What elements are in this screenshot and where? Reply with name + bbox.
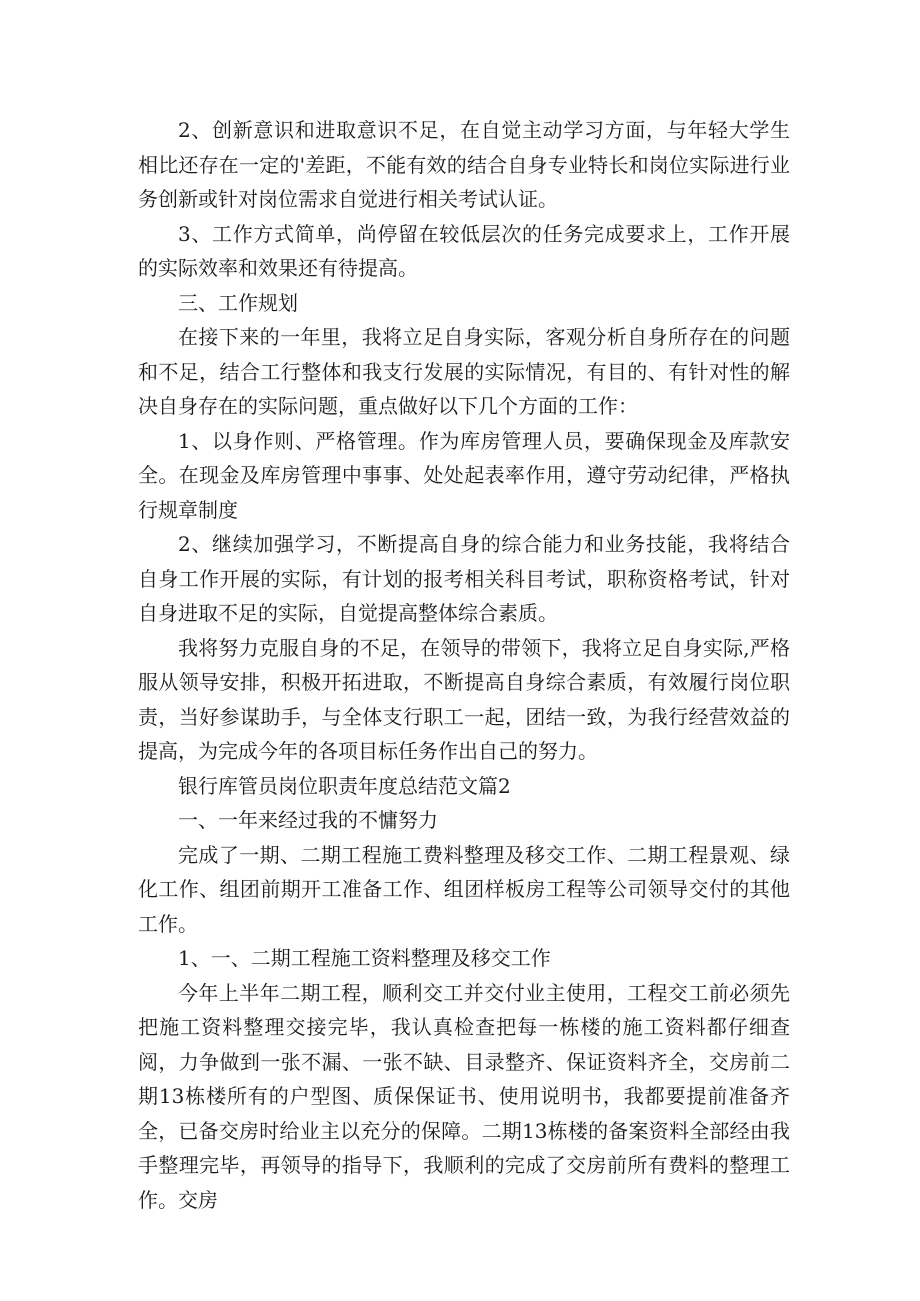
section-heading-year-effort: 一、一年来经过我的不慵努力 <box>178 808 438 832</box>
paragraph-plan-intro: 在接下来的一年里，我将立足自身实际，客观分析自身所存在的问题和不足，结合工行整体和我支行发展的实际情况，有目的、有针对性的解决自身存在的实际问题，重点做好以下几个方面的工作： <box>138 325 790 418</box>
section-heading-work-plan: 三、工作规划 <box>178 290 298 315</box>
paragraph-work-method-weakness: 3、工作方式简单，尚停留在较低层次的任务完成要求上，工作开展的实际效率和效果还有待提高。 <box>138 221 790 280</box>
paragraph-plan-item-1: 1、以身作则、严格管理。作为库房管理人员，要确保现金及库款安全。在现金及库房管理中事事、处处起表率作用，遵守劳动纪律，严格执行规章制度 <box>138 428 790 522</box>
document-body <box>138 113 790 1217</box>
paragraph-completed-work: 完成了一期、二期工程施工费料整理及移交工作、二期工程景观、绿化工作、组团前期开工准备工作、组团样板房工程等公司领导交付的其他工作。 <box>138 842 790 936</box>
paragraph-plan-item-2: 2、继续加强学习，不断提高自身的综合能力和业务技能，我将结合自身工作开展的实际，有计划的报考相关科目考试，职称资格考试，针对自身进取不足的实际，自觉提高整体综合素质。 <box>138 532 790 625</box>
paragraph-handover-details: 今年上半年二期工程，顺利交工并交付业主使用，工程交工前必须先把施工资料整理交接完毕，我认真检查把每一栋楼的施工资料都仔细查阅，力争做到一张不漏、一张不缺、目录整齐、保证资料齐全，交房前二期13栋楼所有的户型图、质保保证书、使用说明书，我都要提前准备齐全，已备交房时给业主以充分的保障。二期13栋楼的备案资料全部经由我手整理完毕，再领导的指导下，我顺利的完成了交房前所有费料的整理工作。交房 <box>138 980 790 1212</box>
paragraph-conclusion: 我将努力克服自身的不足，在领导的带领下，我将立足自身实际,严格服从领导安排，积极开拓进取，不断提高自身综合素质，有效履行岗位职责，当好参谋助手，与全体支行职工一起，团结一致，为我行经营效益的提高，为完成今年的各项目标任务作出自己的努力。 <box>138 635 790 763</box>
paragraph-innovation-weakness: 2、创新意识和进取意识不足，在自觉主动学习方面，与年轻大学生相比还存在一定的'差距，不能有效的结合自身专业特长和岗位实际进行业务创新或针对岗位需求自觉进行相关考试认证。 <box>138 118 790 211</box>
subheading-document-handover: 1、一、二期工程施工资料整理及移交工作 <box>178 946 551 970</box>
article-title-part-2: 银行库管员岗位职责年度总结范文篇2 <box>178 773 511 798</box>
